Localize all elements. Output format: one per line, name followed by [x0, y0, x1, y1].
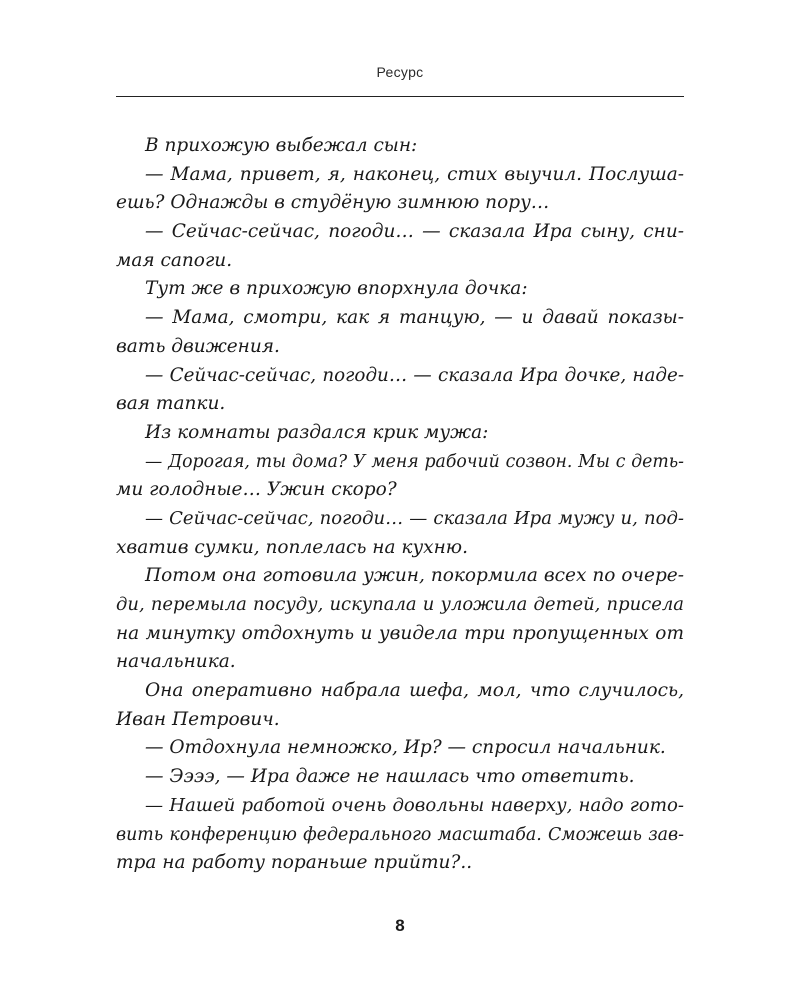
text-line: вая тапки. — [116, 393, 226, 415]
text-line: Она оперативно набрала шефа, мол, что случилось, — [145, 680, 684, 702]
text-line: мая сапоги. — [116, 249, 233, 271]
text-line: Из комнаты раздался крик мужа: — [145, 421, 489, 443]
text-line: вать движения. — [116, 335, 280, 357]
text-line: — Сейчас-сейчас, погоди… — сказала Ира сыну, сни- — [145, 221, 684, 243]
text-line: начальника. — [116, 651, 236, 673]
text-line: — Сейчас-сейчас, погоди… — сказала Ира дочке, наде- — [145, 364, 684, 386]
text-line: — Нашей работой очень довольны наверху, надо гото- — [145, 794, 684, 816]
text-line: — Отдохнула немножко, Ир? — спросил начальник. — [145, 737, 666, 759]
text-line: — Сейчас-сейчас, погоди… — сказала Ира мужу и, под- — [145, 507, 684, 529]
text-line: вить конференцию федерального масштаба. Сможешь зав- — [116, 824, 684, 845]
running-head: Ресурс — [376, 64, 424, 80]
page-number: 8 — [395, 916, 405, 935]
text-line: хватив сумки, поплелась на кухню. — [116, 536, 468, 558]
text-line: ди, перемыла посуду, искупала и уложила детей, присела — [116, 594, 684, 615]
text-line: Потом она готовила ужин, покормила всех по очере- — [145, 565, 684, 587]
header-rule — [116, 96, 684, 97]
text-line: — Ээээ, — Ира даже не нашлась что ответить. — [145, 766, 635, 788]
text-line: В прихожую выбежал сын: — [145, 135, 418, 156]
text-line: тра на работу пораньше прийти?.. — [116, 852, 473, 874]
text-line: ешь? Однажды в студёную зимнюю пору… — [116, 192, 550, 214]
text-line: — Дорогая, ты дома? У меня рабочий созвон. Мы с деть- — [145, 451, 684, 472]
text-line: — Мама, привет, я, наконец, стих выучил. Послуша- — [145, 163, 684, 185]
text-line: Иван Петрович. — [116, 708, 280, 730]
body-text — [116, 132, 684, 878]
text-line: Тут же в прихожую впорхнула дочка: — [145, 278, 528, 300]
text-line: — Мама, смотри, как я танцую, — и давай показы- — [145, 307, 684, 329]
text-line: ми голодные… Ужин скоро? — [116, 479, 397, 501]
text-line: на минутку отдохнуть и увидела три пропущенных от — [116, 622, 684, 644]
